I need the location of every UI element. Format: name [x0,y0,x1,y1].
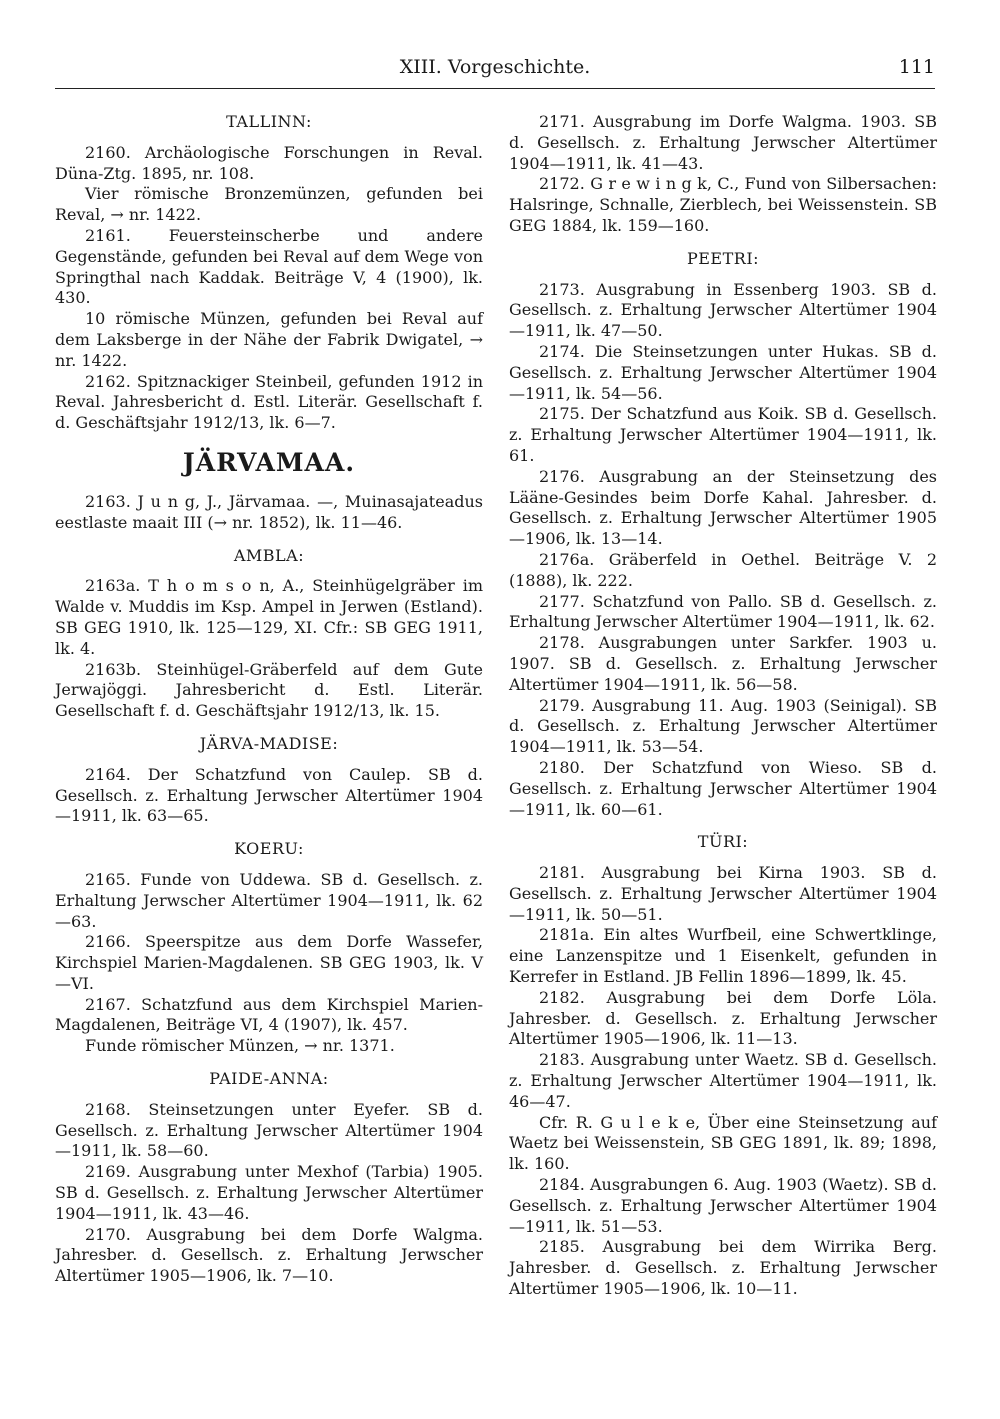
page-number: 111 [898,56,935,78]
bibliography-entry: 2167. Schatzfund aus dem Kirchspiel Marien-Magdalenen, Beiträge VI, 4 (1907), lk. 457. [55,994,483,1035]
bibliography-entry: 2176a. Gräberfeld in Oethel. Beiträge V. 2 (1888), lk. 222. [509,549,937,590]
bibliography-entry: 2185. Ausgrabung bei dem Wirrika Berg. Jahresber. d. Gesellsch. z. Erhaltung Jerwscher Altertümer 1905—1906, lk. 10—11. [509,1237,937,1299]
bibliography-entry: 2183. Ausgrabung unter Waetz. SB d. Gesellsch. z. Erhaltung Jerwscher Altertümer 1904—1911, lk. 46—47. [509,1050,937,1111]
bibliography-entry: 10 römische Münzen, gefunden bei Reval auf dem Laksberge in der Nähe der Fabrik Dwigatel, → nr. 1422. [55,309,483,370]
bibliography-entry: Vier römische Bronzemünzen, gefunden bei Reval, → nr. 1422. [55,184,483,225]
left-column [55,112,483,1299]
section [509,112,937,237]
section [55,546,483,722]
bibliography-entry: 2179. Ausgrabung 11. Aug. 1903 (Seinigal). SB d. Gesellsch. z. Erhaltung Jerwscher Altertümer 1904—1911, lk. 53—54. [509,695,937,757]
bibliography-entry: 2181. Ausgrabung bei Kirna 1903. SB d. Gesellsch. z. Erhaltung Jerwscher Altertümer 1904—1911, lk. 50—51. [509,863,937,924]
header-rule [55,88,935,89]
bibliography-entry: 2164. Der Schatzfund von Caulep. SB d. Gesellsch. z. Erhaltung Jerwscher Altertümer 1904—1911, lk. 63—65. [55,764,483,826]
parish-heading: TALLINN: [226,112,312,131]
bibliography-entry: 2171. Ausgrabung im Dorfe Walgma. 1903. SB d. Gesellsch. z. Erhaltung Jerwscher Altertümer 1904—1911, lk. 41—43. [509,112,937,173]
bibliography-entry: 2163a. T h o m s o n, A., Steinhügelgräber im Walde v. Muddis im Ksp. Ampel in Jerwen (Estland). SB GEG 1910, lk. 125—129, XI. Cfr.: SB GEG 1911, lk. 4. [55,576,483,658]
bibliography-entry: 2173. Ausgrabung in Essenberg 1903. SB d. Gesellsch. z. Erhaltung Jerwscher Altertümer 1904—1911, lk. 47—50. [509,279,937,341]
parish-heading: PEETRI: [686,248,760,268]
bibliography-entry: 2169. Ausgrabung unter Mexhof (Tarbia) 1905. SB d. Gesellsch. z. Erhaltung Jerwscher Altertümer 1904—1911, lk. 43—46. [55,1162,483,1223]
bibliography-entry: 2170. Ausgrabung bei dem Dorfe Walgma. Jahresber. d. Gesellsch. z. Erhaltung Jerwscher Altertümer 1905—1906, lk. 7—10. [55,1224,483,1286]
parish-heading: JÄRVA-MADISE: [199,733,339,753]
bibliography-entry: 2176. Ausgrabung an der Steinsetzung des Lääne-Gesindes beim Dorfe Kahal. Jahresber. d. Gesellsch. z. Erhaltung Jerwscher Altertümer 1905—1906, lk. 13—14. [509,466,937,549]
bibliography-entry: 2180. Der Schatzfund von Wieso. SB d. Gesellsch. z. Erhaltung Jerwscher Altertümer 1904—1911, lk. 60—61. [509,757,937,819]
parish-heading: PAIDE-ANNA: [209,1069,329,1089]
page-header [55,56,935,88]
bibliography-entry: 2163b. Steinhügel-Gräberfeld auf dem Gute Jerwajöggi. Jahresbericht d. Estl. Literär. Gesellschaft f. d. Geschäftsjahr 1912/13, lk. 15. [55,659,483,721]
bibliography-entry: 2166. Speerspitze aus dem Dorfe Wassefer, Kirchspiel Marien-Magdalenen. SB GEG 1903, lk. V—VI. [55,932,483,993]
parish-heading: TÜRI: [697,832,749,852]
bibliography-entry: 2163. J u n g, J., Järvamaa. —, Muinasajateadus eestlaste maait III (→ nr. 1852), lk. 11—46. [55,491,483,532]
bibliography-entry: 2161. Feuersteinscherbe und andere Gegenstände, gefunden bei Reval auf dem Wege von Springthal nach Kaddak. Beiträge V, 4 (1900), lk. 430. [55,225,483,308]
bibliography-entry: 2181a. Ein altes Wurfbeil, eine Schwertklinge, eine Lanzenspitze und 1 Eisenkelt, gefunden in Kerrefer in Estland. JB Fellin 1896—1899, lk. 45. [509,925,937,987]
bibliography-entry: 2182. Ausgrabung bei dem Dorfe Löla. Jahresber. d. Gesellsch. z. Erhaltung Jerwscher Altertümer 1905—1906, lk. 11—13. [509,987,937,1049]
bibliography-entry: 2162. Spitznackiger Steinbeil, gefunden 1912 in Reval. Jahresbericht d. Estl. Literär. Gesellschaft f. d. Geschäftsjahr 1912/13, lk. 6—7. [55,371,483,433]
section [509,249,937,821]
bibliography-entry: 2177. Schatzfund von Pallo. SB d. Gesellsch. z. Erhaltung Jerwscher Altertümer 1904—1911, lk. 62. [509,591,937,632]
bibliography-entry: 2160. Archäologische Forschungen in Reval. Düna-Ztg. 1895, nr. 108. [55,142,483,183]
right-column [509,112,937,1312]
bibliography-entry: Cfr. R. G u l e k e, Über eine Steinsetzung auf Waetz bei Weissenstein, SB GEG 1891, lk. 89; 1898, lk. 160. [509,1112,937,1174]
bibliography-entry: 2168. Steinsetzungen unter Eyefer. SB d. Gesellsch. z. Erhaltung Jerwscher Altertümer 1904—1911, lk. 58—60. [55,1099,483,1161]
parish-heading: KOERU: [234,839,304,859]
bibliography-entry: Funde römischer Münzen, → nr. 1371. [85,1036,395,1056]
section [55,734,483,827]
section [509,832,937,1300]
bibliography-entry: 2165. Funde von Uddewa. SB d. Gesellsch. z. Erhaltung Jerwscher Altertümer 1904—1911, lk. 62—63. [55,869,483,931]
region-heading: JÄRVAMAA. [182,447,356,477]
bibliography-entry: 2172. G r e w i n g k, C., Fund von Silbersachen: Halsringe, Schnalle, Zierblech, bei Weissenstein. SB GEG 1884, lk. 159—160. [509,174,937,235]
bibliography-entry: 2178. Ausgrabungen unter Sarkfer. 1903 u. 1907. SB d. Gesellsch. z. Erhaltung Jerwscher Altertümer 1904—1911, lk. 56—58. [509,633,937,694]
header-title: XIII. Vorgeschichte. [399,56,591,78]
bibliography-entry: 2175. Der Schatzfund aus Koik. SB d. Gesellsch. z. Erhaltung Jerwscher Altertümer 1904—1911, lk. 61. [509,404,937,465]
bibliography-entry: 2174. Die Steinsetzungen unter Hukas. SB d. Gesellsch. z. Erhaltung Jerwscher Altertümer 1904—1911, lk. 54—56. [509,341,937,403]
parish-heading: AMBLA: [233,545,305,565]
bibliography-entry: 2184. Ausgrabungen 6. Aug. 1903 (Waetz). SB d. Gesellsch. z. Erhaltung Jerwscher Altertümer 1904—1911, lk. 51—53. [509,1175,937,1236]
section [55,839,483,1057]
section [55,448,483,534]
section [55,1069,483,1287]
section [55,112,483,434]
